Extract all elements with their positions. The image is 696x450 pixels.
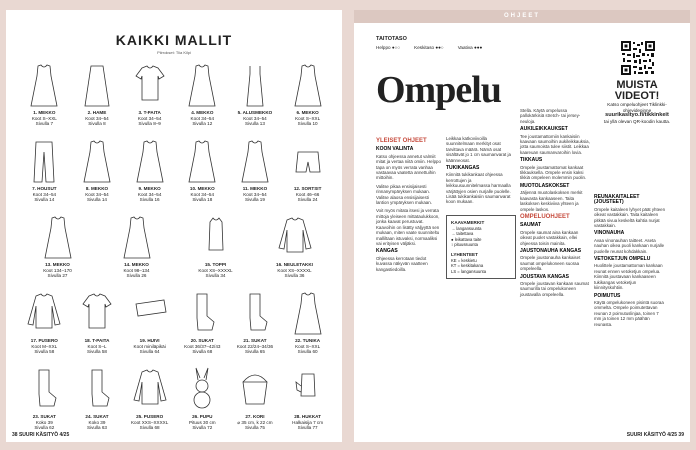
pattern-name: 8. MEKKO [85, 186, 109, 191]
pattern-sizes: Koot 34–54 [85, 115, 109, 121]
abbr-line: KT = keskitakana [451, 263, 484, 269]
pattern-name: 23. SUKAT [32, 414, 56, 419]
pattern-page: Sivulla 8 [88, 121, 106, 127]
legend-line: ↕ pituussuunta [451, 242, 479, 248]
legend-line: ● leikattava taite [451, 236, 482, 242]
pattern-item[interactable] [176, 138, 228, 214]
column-heading: JAUSTONAUHA KANGAS [520, 247, 582, 254]
pattern-sizes: Koot 134–170 [43, 267, 72, 273]
skill-level-title: TAITOTASO [376, 36, 407, 42]
pattern-name: 2. HAME [87, 110, 107, 115]
garment-icon [182, 62, 222, 108]
column-paragraph: Kiinnitä tukikankaat ohjeessa kerrottujen ja leikkuusuunnitelmassa harmaalla värjättyjen osien nurjalle puolelle. Lisää tukikankaisiin saumanvarat koon mukaan. [446, 172, 511, 205]
pattern-sizes: Koot 34–54 [243, 115, 267, 121]
level-hard: Vaativa ●●● [457, 45, 483, 50]
text-column-3 [520, 108, 590, 300]
pattern-sizes: Koot 22/24–34/36 [236, 343, 274, 349]
pattern-name: 1. MEKKO [33, 110, 56, 115]
promo-link[interactable]: suurikasityo.fi/tikkinkeit [605, 112, 669, 119]
level-medium: Keskitaso ●●○ [414, 45, 444, 50]
pattern-sizes: Koot 34–54 [190, 115, 215, 121]
column-paragraph: Jäljennä muotolaskoksen merkit kaavasta kankaaseen. Taita laskoksen keskiviiva yhteen ja ompele laskos. [520, 190, 583, 212]
pattern-item[interactable] [111, 214, 163, 290]
column-heading: AUKILEIKKAUKSET [520, 126, 568, 133]
pattern-item[interactable] [71, 366, 123, 442]
pattern-item[interactable] [18, 138, 70, 214]
pattern-name: 11. MEKKO [242, 186, 268, 191]
pattern-page: Sivulla 10 [297, 121, 318, 127]
pattern-item[interactable] [18, 290, 70, 366]
pattern-sizes: Koko 39 [35, 419, 53, 425]
pattern-name: 3. T-PAITA [138, 110, 161, 115]
right-page [354, 10, 690, 442]
pattern-item[interactable] [229, 138, 281, 214]
pattern-item[interactable] [71, 290, 123, 366]
column-paragraph: Katso ohjeessa annetut valmiit mitat ja vertaa niitä omiin. Helppo tapa on myös verrata vanhaa vastaavaa vaatetta annettuihin mittoihin. [376, 153, 441, 181]
abbr-line: LS = langansuunta [451, 268, 487, 274]
pattern-item[interactable] [176, 366, 228, 442]
garment-icon [130, 366, 170, 412]
column-paragraph: Leikkaa katkoviivoilla suunnitelmaan merkityt osat tarvittava määrä. Nämä osat sisältävät jo 1 cm saumanvarat ja käänneosat. [446, 136, 511, 163]
garment-icon [235, 138, 275, 184]
pattern-page: Sivulla 64 [139, 349, 160, 355]
section-band: OHJEET [354, 10, 690, 23]
pattern-page: Sivulla 68 [192, 349, 213, 355]
pattern-sizes: Koot 34–54 [32, 191, 57, 197]
text-column-1 [376, 136, 442, 275]
pattern-sizes: Koot 34–54 [243, 191, 267, 197]
pattern-item[interactable] [229, 62, 281, 138]
column-heading: VETOKETJUN OMPELU [594, 256, 651, 263]
garment-icon [77, 62, 117, 108]
pattern-item[interactable] [282, 366, 334, 442]
pattern-row [18, 62, 334, 138]
pattern-page: Sivulla 12 [192, 121, 213, 127]
column-paragraph: Tee joustamattomiin kankaisiin kaavaan saumoihin aukileikkauksia, jotta saumoista tulee siistit. Leikkaa kaareuan saumanvaroihin lovia. [520, 133, 590, 155]
pattern-sizes: Koot S–XXL [295, 343, 321, 349]
pattern-sizes: Koot 34–54 [137, 191, 162, 197]
garment-icon [288, 138, 328, 184]
pattern-sizes: ⌀ 35 cm, k 22 cm [237, 419, 273, 425]
pattern-sizes: Koot 98–134 [123, 267, 150, 273]
garment-icon [288, 290, 328, 336]
pattern-sizes: Koot miniläpikäi [133, 343, 166, 349]
column-heading: POIMUTUS [594, 292, 621, 299]
section-title: Ompelu [376, 69, 501, 111]
abbr-line: KE = keskietu [451, 257, 477, 263]
pattern-item[interactable] [229, 290, 281, 366]
pattern-row [18, 214, 334, 290]
pattern-name: 19. HUIVI [139, 338, 160, 343]
pattern-item[interactable] [71, 138, 123, 214]
pattern-name: 16. NEULETAKKI [276, 262, 313, 267]
garment-icon [38, 214, 78, 260]
garment-icon [182, 290, 222, 336]
pattern-item[interactable] [71, 62, 123, 138]
garment-icon [77, 366, 117, 412]
garment-icon [24, 290, 64, 336]
garment-icon [117, 214, 157, 260]
column-heading: VINONAUHA [594, 230, 625, 237]
pattern-item[interactable] [176, 62, 228, 138]
pattern-sizes: Koot 36/37–42/43 [184, 343, 221, 349]
pattern-sizes: Koot 34–54 [85, 191, 109, 197]
pattern-name: 24. SUKAT [85, 414, 109, 419]
column-paragraph: Käytä ompelukoneen pisintä suoraa ommelta. Ompele poimutettavan reunan 2 poimutuslinjaa, toinen 7 mm ja toinen 12 mm päähän reunasta. [594, 299, 664, 327]
garment-icon [275, 214, 315, 260]
legend-line: → taitettava [451, 231, 474, 237]
garment-icon [182, 366, 222, 412]
abbr-title: LYHENTEET [451, 251, 478, 257]
column-paragraph: Ompele joustamattomat kankaat tikkauksella. Ompele ensin kaksi tikkiä ompeleen molemmin puolin. [520, 164, 587, 181]
left-page [6, 10, 342, 442]
garment-icon [77, 290, 117, 336]
pattern-sizes: Koot XS–XXXXL [198, 267, 233, 273]
column-paragraph: Ompele kaitaleen lyhyet päät yhteen oikeat vastakkain. Taita kaitaleen pitkää sivua keskeltä kahtia nurjat vastakkain. [594, 206, 666, 229]
garment-icon [24, 62, 64, 108]
pattern-name: 25. PUSERO [136, 414, 164, 419]
pattern-page: Sivulla 7 [35, 121, 54, 127]
pattern-page: Sivulla 18 [192, 197, 213, 203]
column-paragraph: Voit myös mitata itsesi ja verrata mittoja yleiseen mittataulukkoon, jonka kaavat perustuvat. Kaavoihin on lisätty väljyyttä sen mukaan, miten vaate suunniteltu malliltaan istuvaksi, normaaliksi vai erityisen väljäksi. [376, 208, 440, 246]
pattern-item[interactable] [32, 214, 84, 290]
pattern-page: Sivulla 58 [87, 349, 107, 355]
pattern-name: 20. SUKAT [190, 338, 214, 343]
column-paragraph: Ompele joustavan kankaan saumat saumurilla tai ompelukoneen joustavalla ompeleella. [520, 280, 589, 297]
page-footer-left: 38 SUURI KÄSITYÖ 4/25 [12, 432, 70, 438]
column-paragraph: Valitse pikaa ensisijaisesti rinnanympäryksen mukaan. Valitse alaosa ensisijaisesti lantion ympäryksen mukaan. [376, 183, 432, 206]
pattern-row [18, 290, 334, 366]
pattern-row [18, 138, 334, 214]
column-paragraph: Ohjeessa kerrotaan tiedot kuvassa näkyvän vaatteen kangastiedoilla. [376, 255, 428, 272]
pattern-row [18, 366, 334, 442]
column-paragraph: Huolittele joustamattoman kankaan reunat ennen vetoketjun ompelua. Kiinnitä joustavaan kankaaseen tukikangas vetoketjun kiinnityskohtiin. [594, 263, 663, 291]
pattern-sizes: Koot XXS–XXXXL [130, 419, 169, 425]
garment-icon [130, 290, 170, 336]
column-paragraph: Ompele joustonauha kankaiset saumat ompelukoneen suoraa ompeleella. [520, 255, 581, 272]
column-heading: KOON VALINTA [376, 146, 414, 153]
pattern-item[interactable] [124, 290, 176, 366]
promo-text: Katso ompeluohjeet Tiklinkki-ohjevideoinne [607, 102, 667, 113]
pattern-name: 6. MEKKO [296, 110, 319, 115]
pattern-page: Sivulla 13 [244, 121, 265, 127]
pattern-name: 27. KORI [245, 414, 265, 419]
garment-icon [130, 138, 170, 184]
column-paragraph: Avaa vinonauhan taitteet. Aseta nauhan oikea puoli kankaan nurjalle puolelle reunat kohdakkain. [594, 237, 665, 254]
promo-title: MUISTA VIDEOT! [614, 79, 660, 102]
pattern-name: 10. MEKKO [189, 186, 215, 191]
pattern-sizes: Koko 39 [88, 419, 106, 425]
pattern-page: Sivulla 65 [244, 349, 265, 355]
page-subtitle: Piirrokset: Tiia Kilpi [157, 50, 191, 55]
video-promo [594, 80, 680, 124]
page-title: KAIKKI MALLIT [115, 32, 233, 48]
pattern-item[interactable] [18, 366, 70, 442]
pattern-name: 17. PUSERO [30, 338, 58, 343]
pattern-name: 5. ALUSMEKKO [237, 110, 273, 115]
skill-level [376, 36, 482, 50]
pattern-item[interactable] [176, 290, 228, 366]
pattern-page: Sivulla 68 [139, 425, 160, 431]
pattern-name: 12. SORTSIT [293, 186, 322, 191]
pattern-name: 26. PUPU [192, 414, 213, 419]
pattern-page: Sivulla 60 [297, 349, 318, 355]
pattern-name: 14. MEKKO [124, 262, 149, 267]
pattern-page: Sivulla 27 [47, 273, 68, 279]
pattern-name: 18. T-PAITA [84, 338, 110, 343]
pattern-item[interactable] [124, 138, 176, 214]
legend-title: KAAVAMERKIT [451, 220, 485, 225]
pattern-sizes: Koot 46–66 [295, 191, 320, 197]
pattern-page: Sivulla 34 [205, 273, 226, 279]
column-paragraph: Stella. Käytä ompelussa pallokärkisiä stretch- tai jersey-neuloja. [520, 108, 581, 124]
garment-icon [130, 62, 170, 108]
column-heading: KANGAS [376, 248, 398, 255]
level-easy: Helppo ●○○ [376, 45, 401, 50]
pattern-page: Sivulla 75 [244, 425, 265, 431]
garment-icon [235, 366, 275, 412]
pattern-name: 13. MEKKO [45, 262, 70, 267]
column-heading: REUNAKAITALEET (JOUSTEET) [594, 194, 640, 206]
column-heading: YLEISET OHJEET [376, 138, 427, 144]
pattern-page: Sivulla 24 [297, 197, 318, 203]
pattern-page: Sivulla 36 [284, 273, 305, 279]
pattern-sizes: Koot 34–54 [190, 191, 215, 197]
pattern-name: 4. MEKKO [191, 110, 214, 115]
pattern-item[interactable] [124, 62, 176, 138]
pattern-sizes: Koot M–XXL [31, 343, 58, 349]
pattern-name: 7. HOUSUT [32, 186, 57, 191]
pattern-page: Sivulla 19 [244, 197, 265, 203]
pattern-sizes: Halkaisija 7 cm [292, 419, 324, 425]
column-heading: TUKIKANGAS [446, 165, 480, 172]
pattern-item[interactable] [282, 62, 334, 138]
pattern-name: 28. HUKKAT [294, 414, 321, 419]
legend-box [446, 215, 516, 279]
pattern-page: Sivulla 63 [87, 425, 107, 431]
column-heading: OMPELUOHJEET [520, 213, 570, 220]
pattern-item[interactable] [282, 138, 334, 214]
page-footer-right: SUURI KÄSITYÖ 4/25 39 [626, 432, 684, 438]
garment-icon [196, 214, 236, 260]
pattern-name: 21. SUKAT [243, 338, 267, 343]
pattern-page: Sivulla 14 [87, 197, 107, 203]
pattern-page: Sivulla 14 [34, 197, 55, 203]
garment-icon [235, 290, 275, 336]
column-heading: JOUSTAVA KANGAS [520, 273, 569, 280]
garment-icon [24, 366, 64, 412]
qr-code-icon [620, 40, 656, 76]
pattern-name: 22. TUNIKA [295, 338, 321, 343]
pattern-item[interactable] [124, 366, 176, 442]
pattern-page: Sivulla 62 [34, 425, 55, 431]
pattern-grid [18, 62, 334, 442]
pattern-item[interactable] [282, 290, 334, 366]
column-heading: SAUMAT [520, 222, 542, 229]
pattern-page: Sivulla 16 [139, 197, 160, 203]
garment-icon [235, 62, 275, 108]
promo-sub: tai yllä olevan QR-koodin kautta. [603, 118, 671, 124]
garment-icon [182, 138, 222, 184]
pattern-page: Sivulla 77 [297, 425, 318, 431]
pattern-item[interactable] [190, 214, 242, 290]
legend-line: → langansuunta [451, 225, 482, 231]
pattern-item[interactable] [269, 214, 321, 290]
pattern-page: Sivulla 58 [34, 349, 55, 355]
pattern-sizes: Pituus 30 cm [189, 419, 216, 425]
garment-icon [77, 138, 117, 184]
column-paragraph: Ompele saumat aina kankaan oikeat puolet vastakkain, ellei ohjeessa toisin mainita. [520, 229, 579, 246]
pattern-name: 15. TOPPI [204, 262, 227, 267]
pattern-sizes: Koot S–L [87, 343, 107, 349]
text-column-2 [446, 136, 516, 208]
garment-icon [288, 62, 328, 108]
pattern-sizes: Koot 34–54 [137, 115, 162, 121]
garment-icon [24, 138, 64, 184]
pattern-page: Sivulla 26 [126, 273, 147, 279]
pattern-name: 9. MEKKO [138, 186, 161, 191]
garment-icon [288, 366, 328, 412]
pattern-item[interactable] [18, 62, 70, 138]
column-heading: TIKKAUS [520, 157, 543, 164]
qr-code[interactable] [620, 40, 656, 76]
pattern-page: Sivulla 8–9 [138, 121, 161, 127]
column-heading: MUOTOLASKOKSET [520, 182, 570, 189]
text-column-4 [594, 192, 666, 330]
pattern-sizes: Koot S–XXL [295, 115, 321, 121]
pattern-sizes: Koot XS–XXXXL [277, 267, 312, 273]
pattern-sizes: Koot S–XXL [31, 115, 57, 121]
pattern-item[interactable] [229, 366, 281, 442]
pattern-page: Sivulla 72 [192, 425, 213, 431]
